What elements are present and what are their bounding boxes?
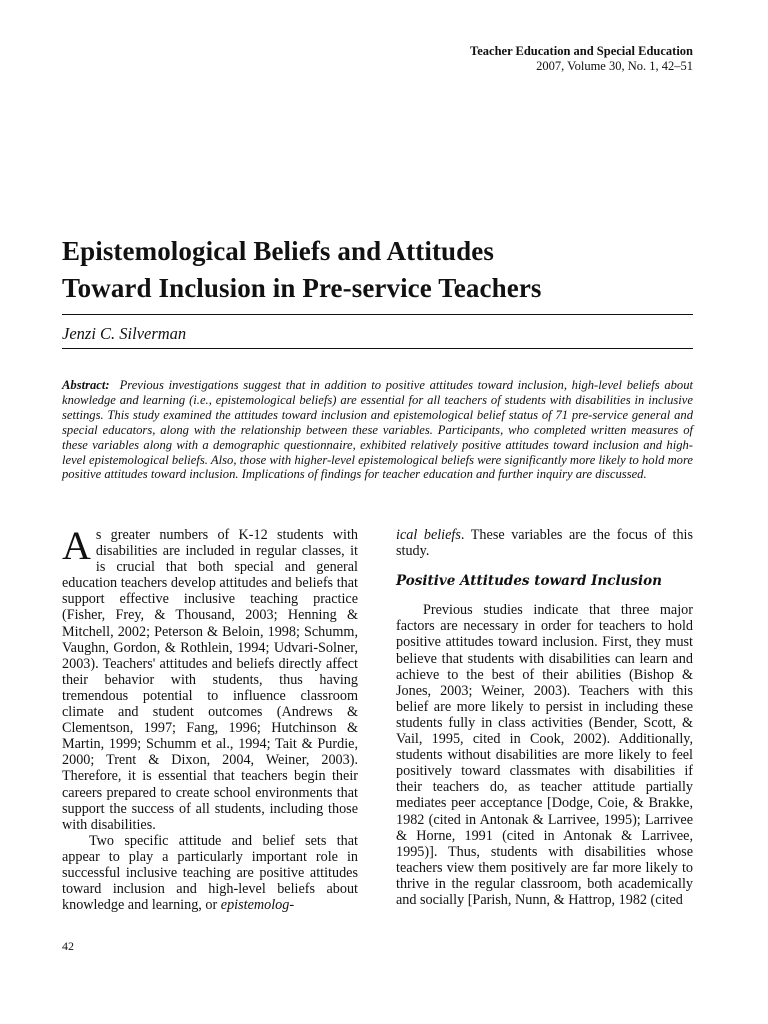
title-rule (62, 314, 693, 315)
title-line-1: Epistemological Beliefs and Attitudes (62, 236, 494, 266)
journal-citation: 2007, Volume 30, No. 1, 42–51 (536, 59, 693, 73)
abstract-text: Previous investigations suggest that in addition to positive attitudes toward inclusion, high-level beliefs about knowledge and learning (i.e., epistemological beliefs) are essential for all teachers of students with disabilities in inclusive settings. This study examined the attitudes toward inclusion and epistemological belief status of 71 pre-service general and special educators, along with the relationship between these variables. Participants, who completed written measures of these variables along with a demographic questionnaire, exhibited relatively positive attitudes toward inclusion and high-level epistemological beliefs. Also, those with higher-level epistemological beliefs were significantly more likely to hold more positive attitudes toward inclusion. Implications of findings for teacher education and further inquiry are discussed. (62, 378, 693, 482)
section-heading: Positive Attitudes toward Inclusion (396, 573, 662, 590)
journal-name: Teacher Education and Special Education (470, 44, 693, 58)
right-column (396, 527, 693, 908)
continued-italic: ical beliefs (396, 527, 461, 543)
abstract (62, 378, 693, 482)
author-rule (62, 348, 693, 349)
abstract-label: Abstract: (62, 378, 110, 392)
page-number: 42 (62, 939, 74, 953)
paragraph-2-italic: epistemolog- (220, 897, 295, 914)
author-name: Jenzi C. Silverman (62, 324, 187, 343)
left-column (62, 523, 358, 914)
paragraph-1-text: s greater numbers of K-12 students with disabilities are included in regular classes, it is crucial that both special and general education teachers develop attitudes and beliefs that support effective inclusive teaching practice (Fisher, Frey, & Thousand, 2003; Henning & Mitchell, 2002; Peterson & Beloin, 1998; Schumm, Vaughn, Gordon, & Rothlein, 1994; Udvari-Solner, 2003). Teachers' attitudes and beliefs directly affect their behavior with students, thus having tremendous potential to influence classroom climate and student outcomes (Andrews & Clementson, 1997; Fang, 1996; Hutchinson & Martin, 1999; Schumm et al., 1994; Tait & Purdie, 2000; Trent & Dixon, 2004, Weiner, 2003). Therefore, it is essential that teachers begin their careers prepared to create school environments that support the success of all students, including those with disabilities. (62, 527, 358, 833)
paragraph-2 (62, 833, 358, 913)
continued-text: . These variables are the focus of this study. (396, 527, 693, 560)
paragraph-3: Previous studies indicate that three major factors are necessary in order for teachers to hold positive attitudes toward inclusion. First, they must believe that students with disabilities can learn and achieve to the best of their abilities (Bishop & Jones, 2003; Weiner, 2003). Teachers with this belief are more likely to persist in including these students fully in class activities (Bender, Scott, & Vail, 1995, cited in Cook, 2002). Additionally, students without disabilities are more likely to feel positively toward classmates with disabilities if their teachers do, as teacher attitude partially mediates peer acceptance [Dodge, Coie, & Brakke, 1982 (cited in Antonak & Larrivee, 1995); Larrivee & Horne, 1991 (cited in Antonak & Larrivee, 1995)]. Thus, students with disabilities whose teachers view them positively are far more likely to thrive in the regular classroom, both academically and socially [Parish, Nunn, & Hattrop, 1982 (cited (396, 602, 693, 908)
article-title (62, 233, 702, 307)
paragraph-2-continued (396, 527, 693, 559)
paragraph-2-text: Two specific attitude and belief sets that appear to play a particularly important role in successful inclusive teaching are positive attitudes toward inclusion and high-level beliefs about knowledge and learning, or (62, 832, 358, 914)
journal-header (470, 44, 693, 74)
drop-cap: A (62, 523, 91, 568)
title-line-2: Toward Inclusion in Pre-service Teachers (62, 273, 542, 303)
paragraph-1 (62, 523, 358, 833)
